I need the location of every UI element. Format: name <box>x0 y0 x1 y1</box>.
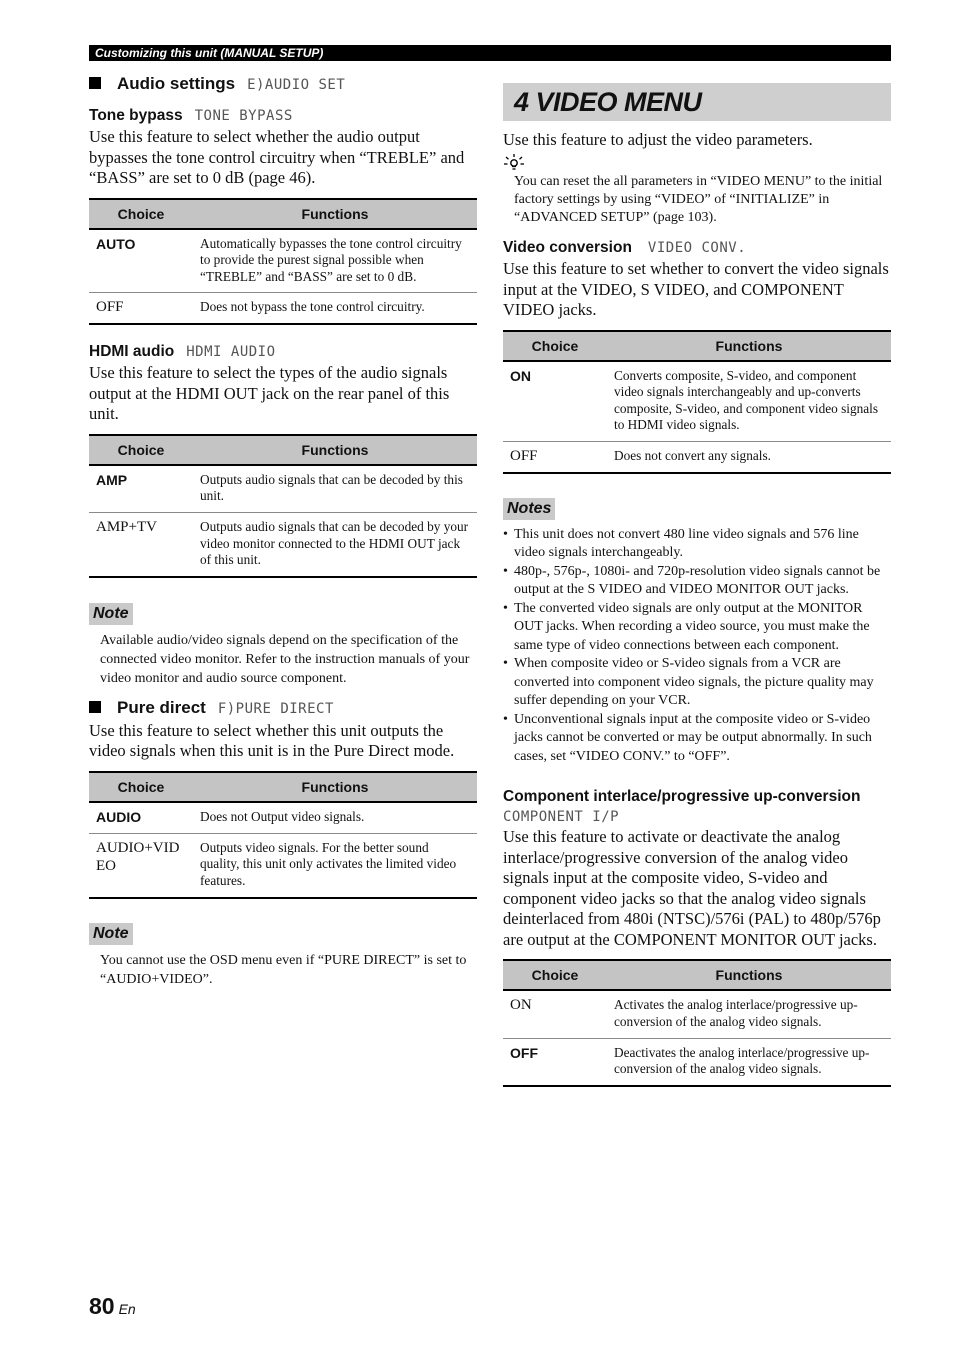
video-conversion-table <box>503 330 891 474</box>
table-row <box>503 990 891 1038</box>
page-number: 80 En <box>89 1293 136 1319</box>
note-block <box>89 923 477 989</box>
column-header-functions: Functions <box>607 331 891 361</box>
note-label: Note <box>89 923 133 945</box>
choice-cell: AMP <box>89 465 193 513</box>
function-cell: Does not Output video signals. <box>193 802 477 834</box>
pure-direct-table <box>89 771 477 899</box>
video-menu-intro: Use this feature to adjust the video parameters. <box>503 130 813 149</box>
function-cell: Converts composite, S-video, and component video signals interchangeably and up-converts composite, S-video, and component video signals to HDMI video signals. <box>607 361 891 442</box>
running-header-bar <box>89 45 891 61</box>
list-item: • The converted video signals are only output at the MONITOR OUT jacks. When recording a video source, you must make the same type of video connections between each component. <box>503 600 891 656</box>
pure-direct-description: Use this feature to select whether this unit outputs the video signals when this unit is in the Pure Direct mode. <box>89 720 455 761</box>
function-cell: Outputs audio signals that can be decoded by this unit. <box>193 465 477 513</box>
table-row <box>89 512 477 576</box>
note-label: Note <box>89 603 133 625</box>
table-row <box>503 361 891 442</box>
pure-direct-heading: Pure direct F)PURE DIRECT <box>89 696 477 721</box>
osd-label: TONE BYPASS <box>194 108 293 124</box>
list-item: • 480p-, 576p-, 1080i- and 720p-resolution video signals cannot be output at the S VIDEO and VIDEO MONITOR OUT jacks. <box>503 563 891 600</box>
function-cell: Outputs audio signals that can be decoded by your video monitor connected to the HDMI OUT jack of this unit. <box>193 512 477 576</box>
note-block <box>89 603 477 688</box>
choice-cell: AMP+TV <box>89 512 193 576</box>
table-row <box>89 229 477 293</box>
tip-lightbulb-icon <box>503 153 525 171</box>
table-row <box>89 293 477 325</box>
column-header-choice: Choice <box>89 199 193 229</box>
notes-block <box>503 498 891 767</box>
note-text: You cannot use the OSD menu even if “PURE DIRECT” is set to “AUDIO+VIDEO”. <box>100 952 467 987</box>
square-bullet-icon <box>89 77 101 89</box>
column-header-functions: Functions <box>193 199 477 229</box>
osd-label: VIDEO CONV. <box>647 240 747 257</box>
note-text: Available audio/video signals depend on the specification of the connected video monitor. Refer to the instruction manuals of your video monitor and audio source component. <box>100 632 470 686</box>
list-item: • This unit does not convert 480 line video signals and 576 line video signals interchangeably. <box>503 526 891 563</box>
table-row <box>89 802 477 834</box>
function-cell: Outputs video signals. For the better sound quality, this unit only activates the limited video features. <box>193 833 477 897</box>
video-conversion-description: Use this feature to set whether to convert the video signals input at the VIDEO, S VIDEO, and COMPONENT VIDEO jacks. <box>503 259 889 320</box>
tone-bypass-description: Use this feature to select whether the audio output bypasses the tone control circuitry when “TREBLE” and “BASS” are set to 0 dB (page 46). <box>89 127 465 187</box>
component-ip-description: Use this feature to activate or deactivate the analog interlace/progressive conversion of the analog video signals input at the composite video, S-video and component video jacks so that the analog video signals deinterlaced from 480i (NTSC)/576i (PAL) to 480p/576p are output at the COMPONENT MONITOR OUT jacks. <box>503 827 881 949</box>
column-header-choice: Choice <box>503 331 607 361</box>
tone-bypass-table <box>89 198 477 326</box>
osd-label: F)PURE DIRECT <box>217 700 334 717</box>
table-row <box>503 441 891 473</box>
osd-label: E)AUDIO SET <box>247 77 346 93</box>
choice-cell: OFF <box>89 293 193 325</box>
hdmi-audio-description: Use this feature to select the types of the audio signals output at the HDMI OUT jack on the rear panel of this unit. <box>89 363 450 424</box>
choice-cell: OFF <box>503 441 607 473</box>
osd-label: COMPONENT I/P <box>503 809 620 826</box>
notes-list <box>503 526 891 767</box>
video-conversion-heading: Video conversion VIDEO CONV. <box>503 239 747 257</box>
language-code: En <box>118 1301 136 1317</box>
left-column <box>89 72 477 989</box>
table-row <box>89 833 477 897</box>
column-header-functions: Functions <box>193 772 477 802</box>
choice-cell: AUTO <box>89 229 193 293</box>
notes-label: Notes <box>503 498 555 520</box>
function-cell: Deactivates the analog interlace/progressive up-conversion of the analog video signals. <box>607 1038 891 1086</box>
tip-text: You can reset the all parameters in “VIDEO MENU” to the initial factory settings by using “VIDEO” of “INITIALIZE” in “ADVANCED SETUP” (page 103). <box>514 173 883 225</box>
section-title: 4 VIDEO MENU <box>514 87 702 117</box>
choice-cell: ON <box>503 990 607 1038</box>
column-header-choice: Choice <box>89 435 193 465</box>
hdmi-audio-heading: HDMI audio HDMI AUDIO <box>89 343 276 361</box>
hdmi-audio-table <box>89 434 477 578</box>
table-row <box>89 465 477 513</box>
function-cell: Does not convert any signals. <box>607 441 891 473</box>
function-cell: Does not bypass the tone control circuitry. <box>193 293 477 325</box>
choice-cell: ON <box>503 361 607 442</box>
column-header-functions: Functions <box>607 960 891 990</box>
column-header-functions: Functions <box>193 435 477 465</box>
function-cell: Activates the analog interlace/progressive up-conversion of the analog video signals. <box>607 990 891 1038</box>
choice-cell: AUDIO+VID EO <box>89 833 193 897</box>
running-header-text: Customizing this unit (MANUAL SETUP) <box>95 46 324 60</box>
function-cell: Automatically bypasses the tone control circuitry to provide the purest signal possible when “TREBLE” and “BASS” are set to 0 dB. <box>193 229 477 293</box>
component-ip-heading: Component interlace/progressive up-conversion <box>503 788 861 806</box>
square-bullet-icon <box>89 701 101 713</box>
column-header-choice: Choice <box>89 772 193 802</box>
section-title-box <box>503 83 891 121</box>
audio-settings-heading: Audio settings E)AUDIO SET <box>89 72 477 97</box>
choice-cell: OFF <box>503 1038 607 1086</box>
right-column <box>503 83 891 1087</box>
list-item: • Unconventional signals input at the composite video or S-video jacks cannot be converted or may be output abnormally. In such cases, set “VIDEO CONV.” to “OFF”. <box>503 711 891 767</box>
tone-bypass-heading: Tone bypass TONE BYPASS <box>89 107 293 124</box>
component-ip-table <box>503 959 891 1086</box>
table-row <box>503 1038 891 1086</box>
list-item: • When composite video or S-video signals from a VCR are converted into component video signals, the picture quality may suffer depending on your VCR. <box>503 655 891 711</box>
choice-cell: AUDIO <box>89 802 193 834</box>
column-header-choice: Choice <box>503 960 607 990</box>
osd-label: HDMI AUDIO <box>186 344 276 361</box>
